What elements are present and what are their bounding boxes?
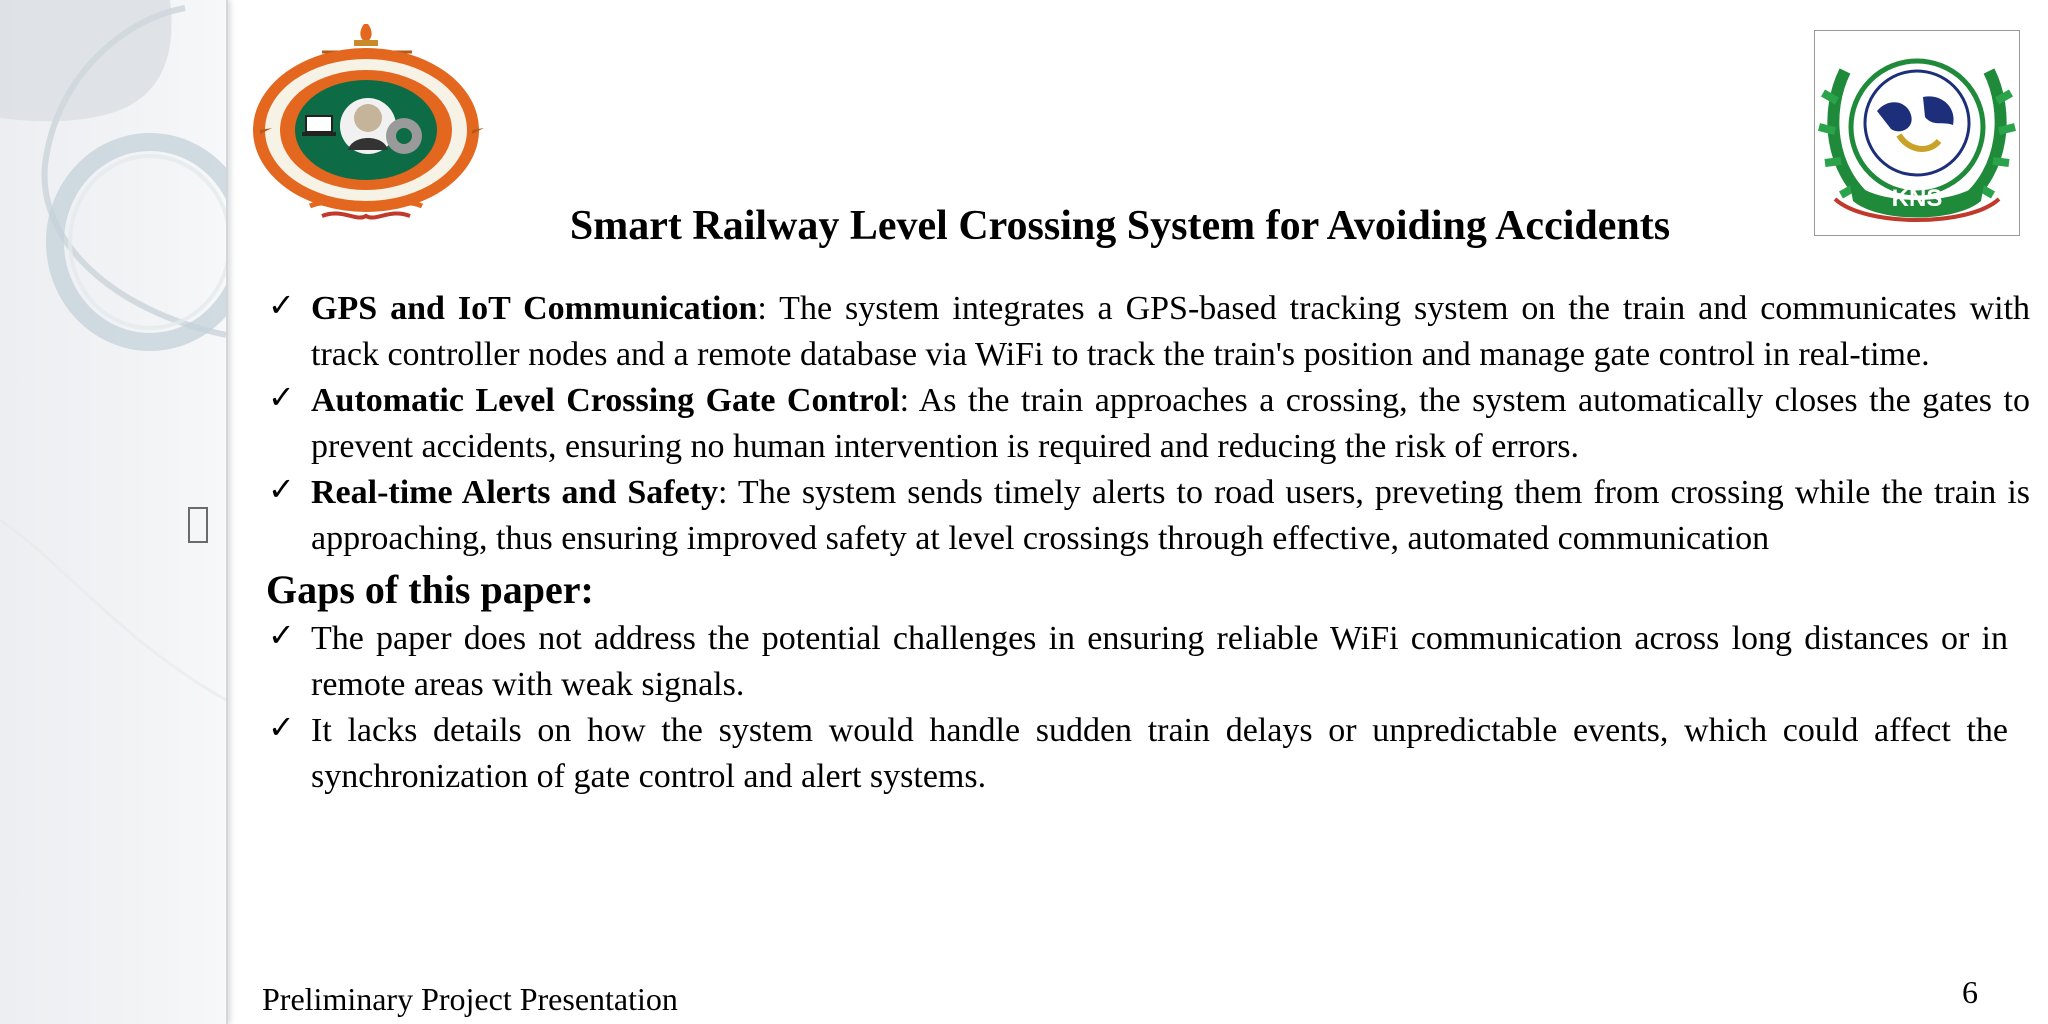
bullet-alerts-safety <box>266 470 2030 562</box>
image-placeholder-icon <box>188 507 208 543</box>
svg-text:KNS: KNS <box>1891 185 1943 212</box>
checkmark-icon: ✓ <box>268 616 295 654</box>
bullet-text: : The system sends timely alerts to road users, preveting them from crossing while the train is approaching, thus ensuring improved safety at level crossings through effective, automated communication <box>311 474 2030 557</box>
bullet-gate-control <box>266 378 2030 470</box>
checkmark-icon: ✓ <box>268 286 295 324</box>
bullet-text: : As the train approaches a crossing, the system automatically closes the gates to prevent accidents, ensuring no human intervention is required and reducing the risk of errors. <box>311 382 2030 465</box>
bullet-text: : The system integrates a GPS-based tracking system on the train and communicates with track controller nodes and a remote database via WiFi to track the train's position and manage gate control in real-time. <box>311 290 2031 373</box>
checkmark-icon: ✓ <box>268 378 295 416</box>
footer-presentation-label: Preliminary Project Presentation <box>262 981 678 1017</box>
gap-item <box>266 708 2008 800</box>
gaps-heading: Gaps of this paper: <box>266 567 594 612</box>
checkmark-icon: ✓ <box>268 470 295 508</box>
bullet-lead: GPS and IoT Communication <box>311 290 758 327</box>
gap-item <box>266 616 2008 708</box>
page-number: 6 <box>1962 974 1978 1010</box>
gap-text: The paper does not address the potential challenges in ensuring reliable WiFi communication across long distances or in remote areas with weak signals. <box>311 620 2008 703</box>
bullet-lead: Real-time Alerts and Safety <box>311 474 719 511</box>
bullet-lead: Automatic Level Crossing Gate Control <box>311 382 900 419</box>
bullet-gps-iot <box>266 286 2030 378</box>
checkmark-icon: ✓ <box>268 708 295 746</box>
kns-logo <box>1814 30 2020 236</box>
slide-title: Smart Railway Level Crossing System for Avoiding Accidents <box>569 203 1671 249</box>
gaps-list <box>266 616 2008 800</box>
slide-content <box>266 286 2030 800</box>
gap-text: It lacks details on how the system would handle sudden train delays or unpredictable events, which could affect the synchronization of gate control and alert systems. <box>311 712 2008 795</box>
vtu-logo <box>252 18 492 230</box>
